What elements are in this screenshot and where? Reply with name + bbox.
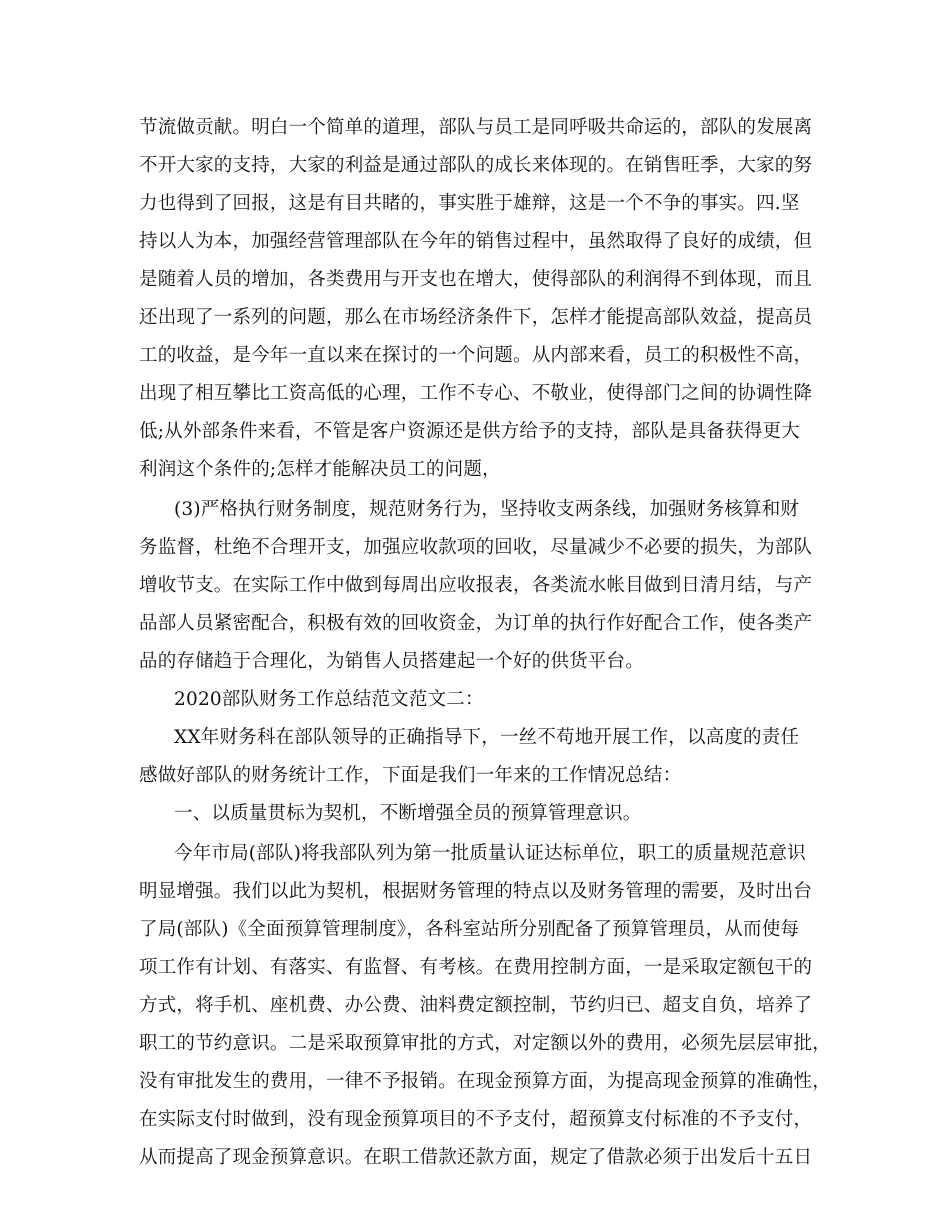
- paragraph-line: 品部人员紧密配合，积极有效的回收资金，为订单的执行作好配合工作，使各类产: [139, 613, 813, 634]
- paragraph-line: (3)严格执行财务制度，规范财务行为，坚持收支两条线，加强财务核算和财: [174, 499, 800, 520]
- paragraph-line: 职工的节约意识。二是采取预算审批的方式，对定额以外的费用，必须先层层审批，: [139, 1033, 831, 1054]
- paragraph-line: 还出现了一系列的问题，那么在市场经济条件下，怎样才能提高部队效益，提高员: [139, 307, 813, 328]
- paragraph-line: 力也得到了回报，这是有目共睹的，事实胜于雄辩，这是一个不争的事实。四.坚: [139, 193, 800, 214]
- paragraph-line: 出现了相互攀比工资高低的心理，工作不专心、不敬业，使得部门之间的协调性降: [139, 383, 813, 404]
- paragraph-line: 品的存储趋于合理化，为销售人员搭建起一个好的供货平台。: [139, 651, 644, 672]
- paragraph-line: 没有审批发生的费用，一律不予报销。在现金预算方面，为提高现金预算的准确性，: [139, 1071, 831, 1092]
- paragraph-line: 项工作有计划、有落实、有监督、有考核。在费用控制方面，一是采取定额包干的: [139, 957, 813, 978]
- paragraph-line: XX年财务科在部队领导的正确指导下，一丝不苟地开展工作，以高度的责任: [174, 727, 800, 748]
- paragraph-line: 感做好部队的财务统计工作，下面是我们一年来的工作情况总结：: [139, 765, 682, 786]
- paragraph-line: 今年市局(部队)将我部队列为第一批质量认证达标单位，职工的质量规范意识: [174, 843, 806, 864]
- paragraph-line: 利润这个条件的;怎样才能解决员工的问题，: [139, 459, 501, 480]
- section-heading: 一、以质量贯标为契机，不断增强全员的预算管理意识。: [174, 803, 642, 824]
- paragraph-line: 持以人为本，加强经营管理部队在今年的销售过程中，虽然取得了良好的成绩，但: [139, 231, 813, 252]
- paragraph-line: 增收节支。在实际工作中做到每周出应收报表，各类流水帐目做到日清月结，与产: [139, 575, 813, 596]
- paragraph-line: 工的收益，是今年一直以来在探讨的一个问题。从内部来看，员工的积极性不高，: [139, 345, 813, 366]
- paragraph-line: 节流做贡献。明白一个简单的道理，部队与员工是同呼吸共命运的，部队的发展离: [139, 117, 813, 138]
- paragraph-line: 了局(部队)《全面预算管理制度》，各科室站所分别配备了预算管理员，从而使每: [139, 919, 800, 940]
- paragraph-line: 是随着人员的增加，各类费用与开支也在增大，使得部队的利润得不到体现，而且: [139, 269, 813, 290]
- paragraph-line: 明显增强。我们以此为契机，根据财务管理的特点以及财务管理的需要，及时出台: [139, 881, 813, 902]
- paragraph-line: 低;从外部条件来看，不管是客户资源还是供方给予的支持，部队是具备获得更大: [139, 421, 800, 442]
- paragraph-line: 不开大家的支持，大家的利益是通过部队的成长来体现的。在销售旺季，大家的努: [139, 155, 813, 176]
- section-heading: 2020部队财务工作总结范文范文二：: [174, 689, 484, 710]
- paragraph-line: 从而提高了现金预算意识。在职工借款还款方面，规定了借款必须于出发后十五日: [139, 1147, 813, 1168]
- paragraph-line: 务监督，杜绝不合理开支，加强应收款项的回收，尽量减少不必要的损失，为部队: [139, 537, 813, 558]
- paragraph-line: 方式，将手机、座机费、办公费、油料费定额控制，节约归已、超支自负，培养了: [139, 995, 813, 1016]
- paragraph-line: 在实际支付时做到，没有现金预算项目的不予支付，超预算支付标准的不予支付，: [139, 1109, 813, 1130]
